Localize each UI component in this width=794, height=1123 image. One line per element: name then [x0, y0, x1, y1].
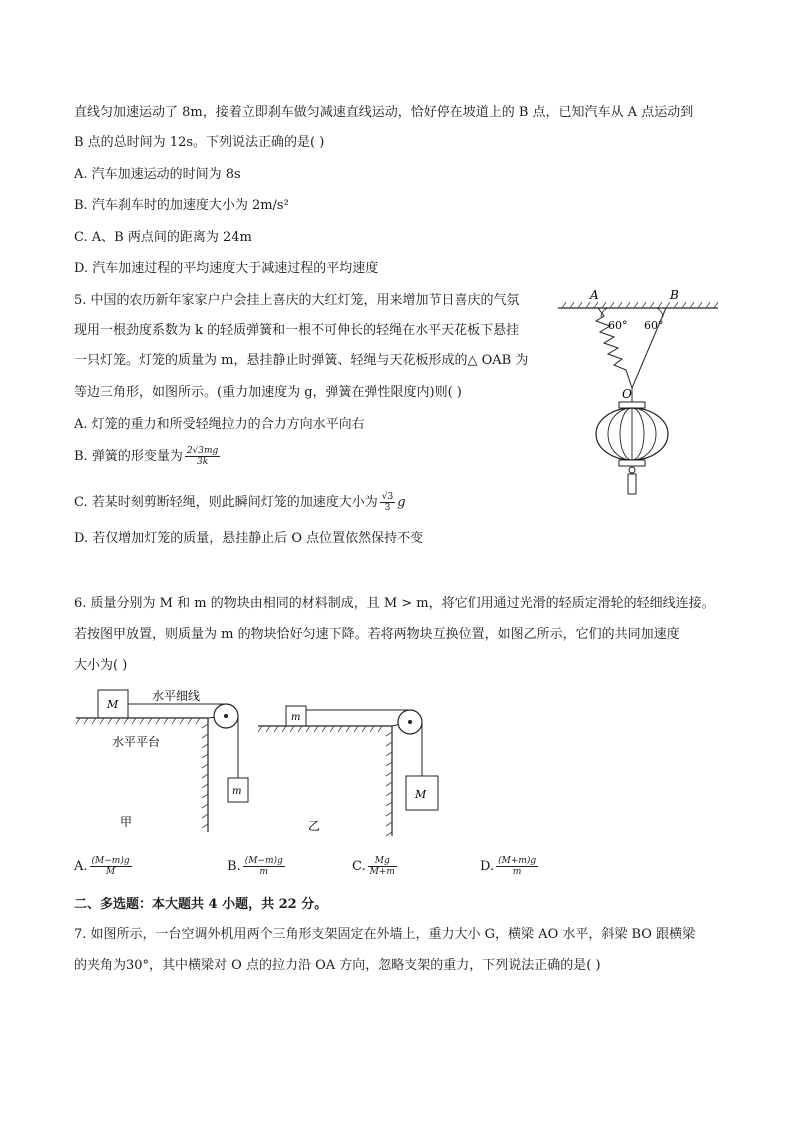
pulley-axle-2	[408, 720, 412, 724]
q6-figure-jia	[72, 684, 262, 840]
fraction-numerator: (M−m)g	[244, 856, 283, 866]
angle-b-label: 60°	[644, 319, 664, 332]
q4-text-line2: B 点的总时间为 12s。下列说法正确的是( )	[74, 135, 325, 150]
option-fraction	[243, 856, 285, 877]
lantern-knot	[629, 467, 635, 473]
q5-text-line4: 等边三角形，如图所示。(重力加速度为 g，弹簧在弹性限度内)则( )	[74, 385, 462, 400]
option-letter: A.	[74, 859, 88, 874]
q6-option-d	[480, 856, 540, 877]
fraction-numerator: Mg	[368, 856, 397, 867]
block-big-m-hanging-label: M	[415, 788, 427, 801]
caption-yi: 乙	[308, 819, 321, 833]
q4-option-c: C. A、B 两点间的距离为 24m	[74, 230, 252, 245]
q6-text-line2: 若按图甲放置，则质量为 m 的物块恰好匀速下降。若将两物块互换位置，如图乙所示，它们的共同加速度	[74, 627, 680, 642]
fraction-numerator: 2√3mg	[186, 446, 219, 456]
fraction-denominator: 3	[384, 503, 391, 513]
angle-a-label: 60°	[608, 319, 628, 332]
q5-option-b-fraction	[185, 446, 220, 467]
fraction-denominator: m	[512, 867, 522, 877]
q4-option-b: B. 汽车刹车时的加速度大小为 2m/s²	[74, 198, 289, 213]
q6-option-c	[352, 856, 399, 877]
fraction-denominator: M	[105, 867, 116, 877]
label-o: O	[622, 387, 632, 401]
q6-figure-yi	[254, 696, 454, 844]
option-letter: B.	[227, 859, 241, 874]
label-table: 水平平台	[112, 735, 161, 749]
lantern-tassel	[628, 474, 636, 494]
q5-lantern-figure	[552, 284, 728, 500]
lantern-bottom-cap	[619, 460, 645, 466]
lantern-top-cap	[619, 402, 645, 408]
q5-option-d: D. 若仅增加灯笼的质量，悬挂静止后 O 点位置依然保持不变	[74, 531, 424, 546]
q5-option-b-prefix: B. 弹簧的形变量为	[74, 449, 183, 464]
q5-text-line1: 5. 中国的农历新年家家户户会挂上喜庆的大红灯笼，用来增加节日喜庆的气氛	[74, 293, 520, 308]
block-big-m-label: M	[107, 698, 119, 711]
option-letter: D.	[480, 859, 495, 874]
option-fraction	[90, 856, 132, 877]
fraction-numerator: √3	[381, 492, 394, 502]
wall-hatch	[202, 724, 208, 828]
q4-option-a: A. 汽车加速运动的时间为 8s	[74, 167, 241, 182]
fraction-denominator: M+m	[369, 867, 395, 877]
ceiling-hatch	[562, 302, 718, 308]
table-hatch	[76, 718, 200, 724]
q5-option-b	[74, 446, 222, 467]
label-b: B	[670, 288, 679, 302]
fraction-denominator: 3k	[196, 457, 209, 467]
angle-a-arc	[601, 308, 608, 317]
q5-text-line3: 一只灯笼。灯笼的质量为 m，悬挂静止时弹簧、轻绳与天花板形成的△ OAB 为	[74, 353, 529, 368]
fraction-denominator: m	[259, 867, 268, 877]
q5-option-c-fraction	[380, 492, 395, 513]
section-heading-multi-choice: 二、多选题：本大题共 4 小题，共 22 分。	[74, 897, 328, 912]
q5-option-c	[74, 492, 406, 513]
wall-hatch-2	[386, 732, 392, 836]
q5-text-line2: 现用一根劲度系数为 k 的轻质弹簧和一根不可伸长的轻绳在水平天花板下悬挂	[74, 323, 520, 338]
q5-option-c-suffix: g	[397, 495, 406, 510]
angle-b-arc	[656, 308, 663, 317]
q6-option-a	[74, 856, 134, 877]
table-hatch-2	[258, 726, 382, 732]
fraction-numerator: (M−m)g	[91, 856, 130, 866]
block-small-m-label: m	[232, 786, 242, 797]
option-letter: C.	[352, 859, 366, 874]
q4-option-d: D. 汽车加速过程的平均速度大于减速过程的平均速度	[74, 261, 379, 276]
q5-option-a: A. 灯笼的重力和所受轻绳拉力的合力方向水平向右	[74, 417, 365, 432]
option-fraction	[496, 856, 538, 877]
option-fraction	[368, 856, 397, 877]
q6-text-line3: 大小为( )	[74, 658, 128, 673]
label-horizontal-string: 水平细线	[152, 689, 201, 703]
q4-text-line1: 直线匀加速运动了 8m，接着立即刹车做匀减速直线运动，恰好停在坡道上的 B 点，已知汽车从 A 点运动到	[74, 105, 694, 120]
q7-text-line2: 的夹角为30°，其中横梁对 O 点的拉力沿 OA 方向，忽略支架的重力，下列说法正确的是( )	[74, 958, 601, 973]
caption-jia: 甲	[120, 815, 133, 829]
block-small-m-top-label: m	[291, 712, 301, 723]
label-a: A	[590, 288, 599, 302]
pulley-axle	[224, 714, 228, 718]
q6-text-line1: 6. 质量分别为 M 和 m 的物块由相同的材料制成，且 M > m，将它们用通过光滑的轻质定滑轮的轻细线连接。	[74, 596, 715, 611]
q6-option-b	[227, 856, 287, 877]
q7-text-line1: 7. 如图所示，一台空调外机用两个三角形支架固定在外墙上，重力大小 G，横梁 AO 水平，斜梁 BO 跟横梁	[74, 927, 696, 942]
q5-option-c-prefix: C. 若某时刻剪断轻绳，则此瞬间灯笼的加速度大小为	[74, 495, 378, 510]
fraction-numerator: (M+m)g	[498, 856, 537, 866]
